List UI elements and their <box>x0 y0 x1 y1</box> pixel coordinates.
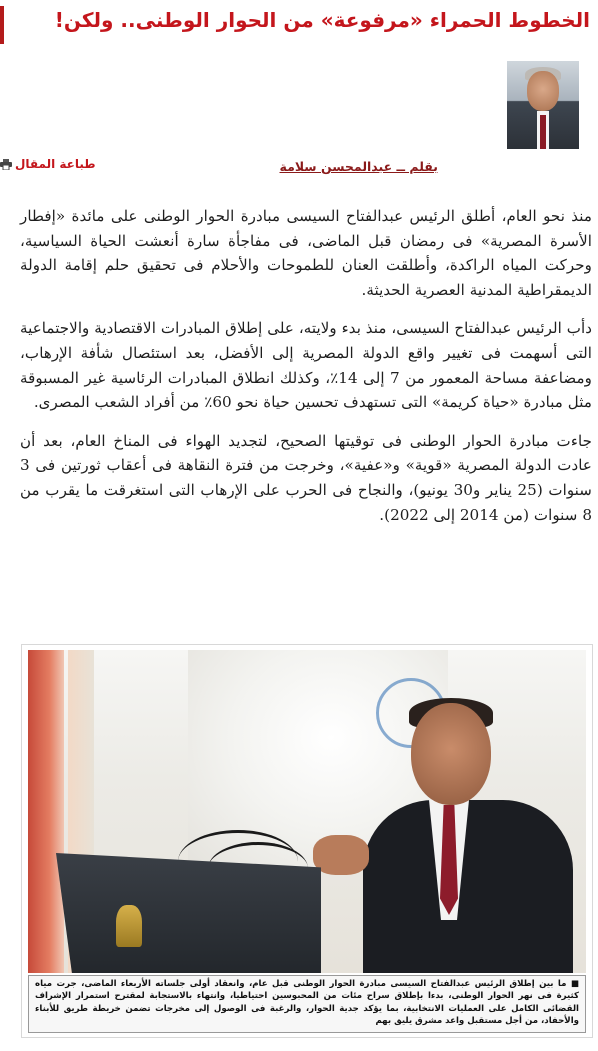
speaker-suit <box>363 800 573 973</box>
article-paragraph: منذ نحو العام، أطلق الرئيس عبدالفتاح السيسى مبادرة الحوار الوطنى على مائدة «إفطار الأسرة المصرية» فى رمضان قبل الماضى، فى مفاجأة سارة أنعشت الحياة السياسية، وحركت المياه الراكدة، وأطلقت العنان للطموحات والأحلام فى تحقيق حلم إقامة الدولة الديمقراطية المدنية العصرية الحديثة. <box>20 207 592 299</box>
curtain-left <box>28 650 64 973</box>
president-photo <box>28 650 586 973</box>
print-label: طباعة المقال <box>15 157 96 171</box>
article-figure <box>21 644 593 1038</box>
print-article-link[interactable] <box>0 157 96 171</box>
speaker-head <box>411 703 491 805</box>
podium <box>56 853 321 973</box>
printer-icon <box>0 159 12 170</box>
author-photo <box>507 61 579 149</box>
author-tie <box>540 115 546 149</box>
photo-caption: ■ ما بين إطلاق الرئيس عبدالفتاح السيسى مبادرة الحوار الوطنى قبل عام، وانعقاد أولى جلساته الأربعاء الماضى، جرت مياه كثيرة فى نهر الحوار الوطنى، بدءا بإطلاق سراح مئات من المحبوسين احتياطيا، وانتهاء بالاستجابة لمقترح استمرار الإشراف القضائى الكامل على العمليات الانتخابية، بما يؤكد جدية الحوار، والرغبة فى الوصول إلى مخرجات تضمن خريطة طريق للأبناء والأحفاد، من أجل مستقبل واعد مشرق يليق بهم <box>35 979 579 1027</box>
author-face <box>527 71 559 111</box>
eagle-emblem <box>116 905 142 947</box>
speaker-hand <box>313 835 369 875</box>
photo-caption-box <box>28 975 586 1033</box>
article-paragraph: جاءت مبادرة الحوار الوطنى فى توقيتها الصحيح، لتجديد الهواء فى المناخ العام، بعد أن عادت الدولة المصرية «قوية» و«عفية»، وخرجت من فترة النقاهة فى أعقاب ثورتين فى 3 سنوات (25 يناير و30 يونيو)، والنجاح فى الحرب على الإرهاب التى استغرقت ما يقرب من 8 سنوات (من 2014 إلى 2022). <box>20 431 592 524</box>
author-byline[interactable]: بقلم ــ عبدالمحسن سلامة <box>279 159 438 174</box>
article-headline: الخطوط الحمراء «مرفوعة» من الحوار الوطنى.. ولكن! <box>54 8 590 32</box>
article-paragraph: دأب الرئيس عبدالفتاح السيسى، منذ بدء ولايته، على إطلاق المبادرات الاقتصادية والاجتماعية التى أسهمت فى تغيير واقع الدولة المصرية إلى الأفضل، بعد استئصال شأفة الإرهاب، ومضاعفة مساحة المعمور من 7 إلى 14٪، وكذلك انطلاق المبادرات الرئاسية غير المسبوقة مثل مبادرة «حياة كريمة» التى تستهدف تحسين حياة نحو 60٪ من أفراد الشعب المصرى. <box>20 319 592 412</box>
article-body <box>20 204 592 541</box>
